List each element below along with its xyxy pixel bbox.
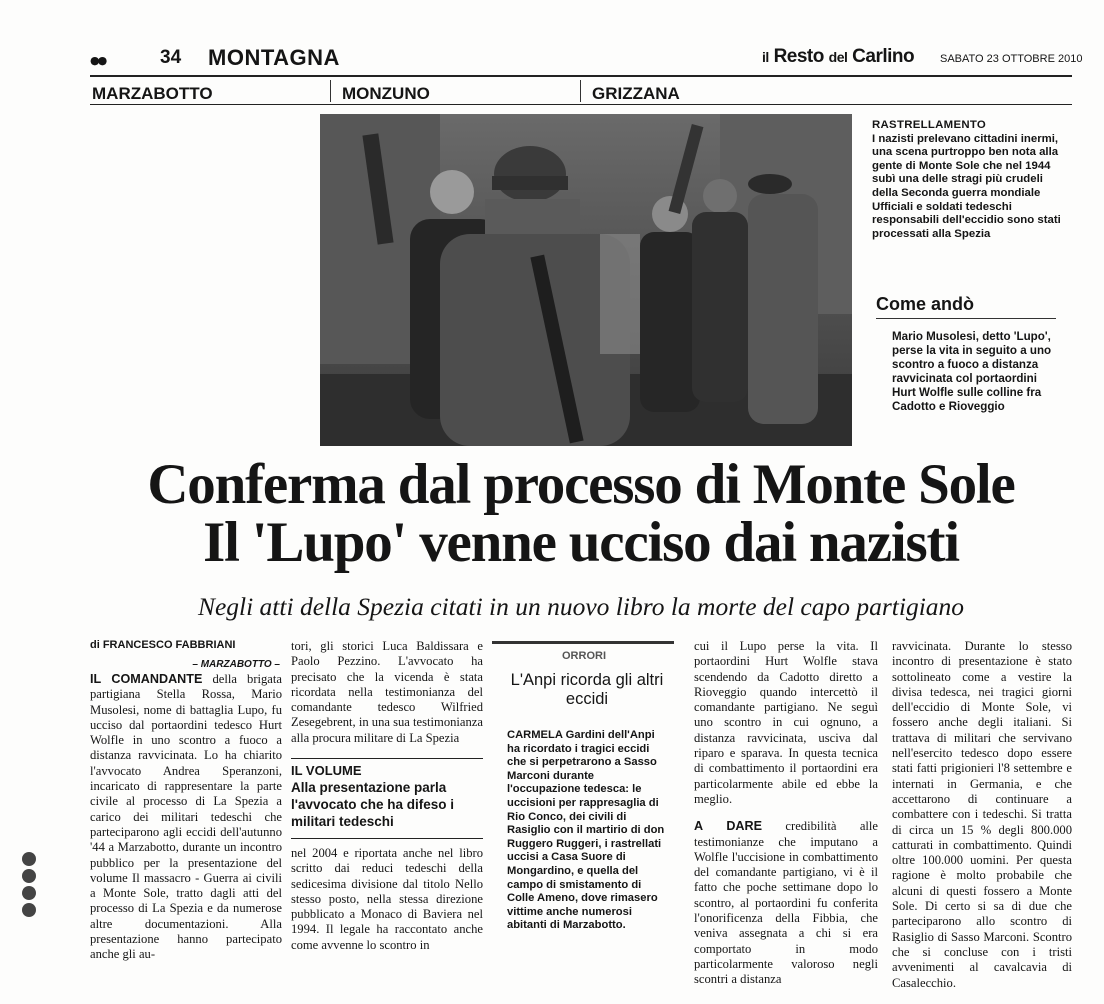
box-title: Alla presentazione parla l'avvocato che ha difeso i militari tedeschi [291,780,455,829]
column-4 [694,639,878,988]
masthead-logo: il Resto del Carlino [762,46,915,67]
subheadline: Negli atti della Spezia citati in un nuovo libro la morte del capo partigiano [197,592,965,621]
location-divider [330,80,331,102]
news-photo [320,114,852,446]
lead-word: A DARE [694,819,763,834]
location-monzuno: MONZUNO [342,84,430,103]
location-marzabotto: MARZABOTTO [92,84,213,103]
column-2-top [291,639,483,746]
caption-title: RASTRELLAMENTO [872,119,987,131]
issue-date: SABATO 23 OTTOBRE 2010 [940,53,1083,65]
column-2-bottom-text: nel 2004 e riportata anche nel libro scritto dai reduci tedeschi della sedicesima divisione dal titolo Nello stesso posto, nella stessa direzione pubblicato a Monaco di Baviera nel 1994. Il legale ha raccontato anche come avvenne lo scontro in [291,846,483,952]
column-4-text-2: credibilità alle testimonianze che imputano a Wolfle l'uccisione in combattimento del comandante partigiano, vi è il fatto che poche settimane dopo lo scontro, al portaordini fu conferita l'onorificenza della Fibbia, che veniva assegnata a chi si era comportato in modo particolarmente valoroso negli scontri a distanza [694,819,878,987]
box-rule [291,838,483,839]
come-ando-title: Come andò [876,294,975,314]
page-number: 34 [160,47,182,68]
margin-dots-icon [22,852,36,920]
section-title: MONTAGNA [208,45,340,70]
photo-caption [872,119,1062,241]
column-5-text: ravvicinata. Durante lo stesso incontro di presentazione è stato sottolineato come a vestire la divisa tedesca, nei tragici giorni dell'eccidio di Monte Sole, vi fossero anche degli italiani. Si trattava di militari che servivano nell'esercito tedesco dopo essere stati fatti prigionieri l'8 settembre e internati in Germania, e che accettarono di continuare a combattere con i tedeschi. Si tratta di circa un 15 % degli 800.000 catturati in combattimento. Quindi oltre 100.000 uomini. Per questa ragione è molto probabile che alcuni di questi fossero a Monte Sole. Di certo si sa di due che parteciparono allo scontro di Rasiglio di Sasso Marconi. Scontro che si concluse con i tristi avvenimenti al cavalcavia di Casalecchio. [892,639,1072,990]
byline: di FRANCESCO FABBRIANI [90,639,236,651]
dateline: – MARZABOTTO – [192,659,280,670]
box-label: IL VOLUME [291,763,362,778]
headline [90,453,1072,574]
anpi-top-rule [492,641,674,644]
column-2-bottom [291,846,483,953]
locations-rule [90,104,1072,105]
anpi-lead: CARMELA [507,729,563,741]
anpi-body [507,729,667,933]
anpi-text: Gardini dell'Anpi ha ricordato i tragici eccidi che si perpetrarono a Sasso Marconi durante l'occupazione tedesca: le uccisioni per rappresaglia di Rio Conco, dei civili di Rasiglio con il martirio di don Ruggero Ruggeri, i rastrellati uccisi a Casa Suore di Mongardino, e quella del campo di smistamento di Colle Ameno, dove rimasero vittime anche numerosi abitanti di Marzabotto. [507,729,665,932]
lead-word: IL COMANDANTE [90,672,203,686]
headline-line-1: Conferma dal processo di Monte Sole [147,453,1015,516]
column-1-text: della brigata partigiana Stella Rossa, Mario Musolesi, nome di battaglia Lupo, fu ucciso dal portaordini tedesco Hurt Wolfle in uno scontro a fuoco a distanza ravvicinata. Lo ha chiarito l'avvocato Andrea Speranzoni, incaricato di rappresentare la parte civile al processo di La Spezia a carico dei militari tedeschi che parteciparono agli eccidi dell'autunno '44 a Marzabotto, durante un incontro pubblico per la presentazione del volume Il massacro - Guerra ai civili a Monte Sole, tratto dagli atti del processo di La Spezia e da numerose altre documentazioni. Alla presentazione hanno partecipato anche gli au- [90,672,282,962]
column-2-top-text: tori, gli storici Luca Baldissara e Paolo Pezzino. L'avvocato ha precisato che la vicenda è stata ricordata nella testimonianza del comandante tedesco Wilfried Zesegebrent, in una sua testimonianza alla procura militare di La Spezia [291,639,483,745]
photo-illustration [320,114,852,446]
box-rule [291,758,483,759]
column-4-text: cui il Lupo perse la vita. Il portaordini Hurt Wolfle stava scendendo da Cadotto diretto a Rioveggio quando intercettò il comandante partigiano. Ne seguì uno scontro in cui ognuno, a distanza ravvicinata, usciva dal riparo e sparava. In questa tecnica di combattimento il portaordini era particolarmente abile ed ebbe la meglio. [694,639,878,806]
come-ando-text: Mario Musolesi, detto 'Lupo', perse la vita in seguito a uno scontro a fuoco a distanza ravvicinata col portaordini Hurt Wolfle sulle colline fra Cadotto e Rioveggio [892,330,1052,413]
headline-line-2: Il 'Lupo' venne ucciso dai nazisti [203,511,959,574]
anpi-tag: ORRORI [562,650,606,662]
come-ando-rule [876,318,1056,319]
anpi-title: L'Anpi ricorda gli altri eccidi [510,671,664,708]
column-5 [892,639,1072,991]
caption-text: I nazisti prelevano cittadini inermi, una scena purtroppo ben nota alla gente di Monte Sole che nel 1944 subì una delle stragi più crudeli della Seconda guerra mondiale Ufficiali e soldati tedeschi responsabili dell'eccidio sono stati processati alla Spezia [872,132,1061,240]
page-marker-icon: ●● [90,54,106,67]
location-divider [580,80,581,102]
header-rule [90,75,1072,77]
location-grizzana: GRIZZANA [592,84,680,103]
column-1 [90,672,282,963]
